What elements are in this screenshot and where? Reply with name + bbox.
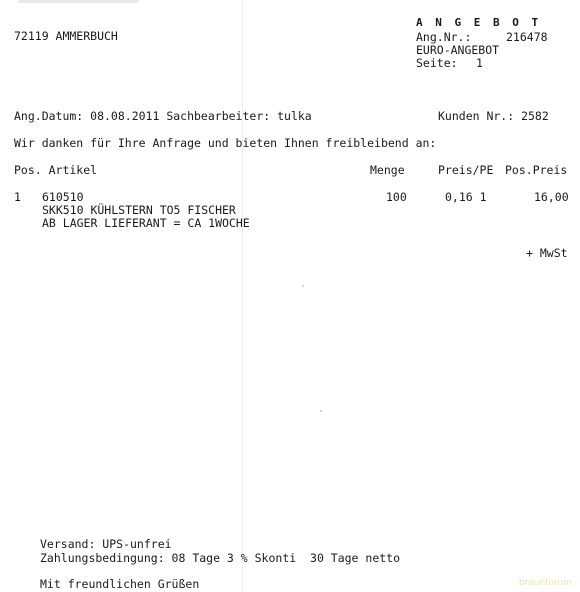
scan-fold-line: [242, 0, 243, 592]
shipping-terms: Versand: UPS-unfrei: [40, 537, 172, 551]
closing-greeting: Mit freundlichen Grüßen: [40, 577, 200, 591]
payment-terms: Zahlungsbedingung: 08 Tage 3 % Skonti 30 Tage netto: [40, 551, 401, 565]
page-label: Seite:: [416, 56, 458, 70]
page-number: 1: [476, 56, 483, 70]
watermark: braunforum: [518, 578, 572, 588]
customer-number: Kunden Nr.: 2582: [438, 109, 549, 123]
row-description-1: SKK510 KÜHLSTERN TO5 FISCHER: [42, 203, 236, 217]
row-line-total: 16,00: [534, 190, 569, 204]
row-article-number: 610510: [42, 190, 84, 204]
header-pos-artikel: Pos. Artikel: [14, 163, 98, 177]
header-pos-preis: Pos.Preis: [505, 163, 568, 177]
offer-date-line: Ang.Datum: 08.08.2011 Sachbearbeiter: tulka: [14, 109, 312, 123]
sender-city: 72119 AMMERBUCH: [14, 29, 118, 43]
scan-speck: [302, 285, 304, 287]
offer-number: 216478: [506, 30, 548, 44]
row-description-2: AB LAGER LIEFERANT = CA 1WOCHE: [42, 216, 250, 230]
scan-smudge: [18, 0, 138, 3]
scan-speck: [320, 410, 322, 412]
row-unit-price: 0,16 1: [445, 190, 487, 204]
document-title: A N G E B O T: [416, 16, 542, 29]
row-quantity: 100: [386, 190, 407, 204]
header-preis-pe: Preis/PE: [438, 163, 494, 177]
intro-text: Wir danken für Ihre Anfrage und bieten Ihnen freibleibend an:: [14, 136, 437, 150]
vat-note: + MwSt: [526, 246, 568, 260]
row-pos: 1: [14, 190, 21, 204]
offer-number-label: Ang.Nr.:: [416, 30, 472, 44]
offer-type: EURO-ANGEBOT: [416, 43, 500, 57]
header-menge: Menge: [370, 163, 405, 177]
